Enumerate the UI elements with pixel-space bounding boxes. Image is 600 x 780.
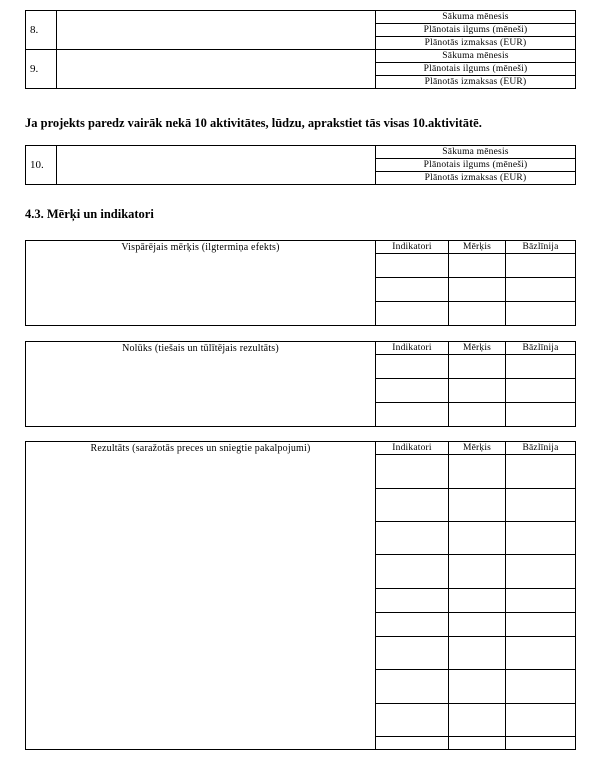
target-cell: [449, 737, 506, 750]
result-title: Rezultāts (saražotās preces un sniegtie pakalpojumi): [26, 442, 376, 750]
planned-duration-label: Plānotais ilgums (mēneši): [376, 24, 576, 37]
target-cell: [449, 670, 506, 704]
target-cell: [449, 613, 506, 637]
indicator-cell: [376, 522, 449, 555]
indicator-cell: [376, 379, 449, 403]
activity-description-cell: [57, 50, 376, 89]
target-cell: [449, 489, 506, 522]
planned-costs-label: Plānotās izmaksas (EUR): [376, 76, 576, 89]
indicator-cell: [376, 254, 449, 278]
target-cell: [449, 589, 506, 613]
baseline-cell: [506, 455, 576, 489]
note-more-activities: Ja projekts paredz vairāk nekā 10 aktivitātes, lūdzu, aprakstiet tās visas 10.aktivitātē.: [25, 116, 482, 130]
indicator-cell: [376, 403, 449, 427]
column-merkis: Mērķis: [449, 241, 506, 254]
indicator-cell: [376, 355, 449, 379]
goal-header-row: [26, 241, 576, 254]
result-header-row: [26, 442, 576, 455]
baseline-cell: [506, 637, 576, 670]
baseline-cell: [506, 704, 576, 737]
indicator-cell: [376, 555, 449, 589]
column-indikatori: Indikatori: [376, 342, 449, 355]
target-cell: [449, 278, 506, 302]
target-cell: [449, 522, 506, 555]
indicator-cell: [376, 455, 449, 489]
baseline-cell: [506, 379, 576, 403]
baseline-cell: [506, 589, 576, 613]
target-cell: [449, 379, 506, 403]
indicator-cell: [376, 302, 449, 326]
purpose-header-row: [26, 342, 576, 355]
baseline-cell: [506, 403, 576, 427]
baseline-cell: [506, 613, 576, 637]
planned-costs-label: Plānotās izmaksas (EUR): [376, 172, 576, 185]
column-indikatori: Indikatori: [376, 241, 449, 254]
indicator-cell: [376, 489, 449, 522]
planned-duration-label: Plānotais ilgums (mēneši): [376, 159, 576, 172]
baseline-cell: [506, 555, 576, 589]
indicator-cell: [376, 670, 449, 704]
activity-row-10: [26, 146, 576, 159]
activity-description-cell: [57, 11, 376, 50]
activity-10-table: [25, 145, 576, 185]
result-table: [25, 441, 576, 750]
target-cell: [449, 637, 506, 670]
baseline-cell: [506, 670, 576, 704]
target-cell: [449, 302, 506, 326]
column-merkis: Mērķis: [449, 442, 506, 455]
goal-table: [25, 240, 576, 326]
column-bazlinija: Bāzlīnija: [506, 342, 576, 355]
target-cell: [449, 403, 506, 427]
column-bazlinija: Bāzlīnija: [506, 442, 576, 455]
target-cell: [449, 704, 506, 737]
baseline-cell: [506, 254, 576, 278]
target-cell: [449, 355, 506, 379]
column-indikatori: Indikatori: [376, 442, 449, 455]
planned-costs-label: Plānotās izmaksas (EUR): [376, 37, 576, 50]
column-bazlinija: Bāzlīnija: [506, 241, 576, 254]
activity-description-cell: [57, 146, 376, 185]
activities-table: [25, 10, 576, 89]
target-cell: [449, 455, 506, 489]
start-month-label: Sākuma mēnesis: [376, 50, 576, 63]
indicator-cell: [376, 704, 449, 737]
activity-number: 9.: [26, 50, 57, 89]
target-cell: [449, 254, 506, 278]
baseline-cell: [506, 737, 576, 750]
baseline-cell: [506, 489, 576, 522]
indicator-cell: [376, 278, 449, 302]
start-month-label: Sākuma mēnesis: [376, 11, 576, 24]
activity-row-9: [26, 50, 576, 63]
target-cell: [449, 555, 506, 589]
activity-row-8: [26, 11, 576, 24]
activity-number: 10.: [26, 146, 57, 185]
activity-number: 8.: [26, 11, 57, 50]
indicator-cell: [376, 737, 449, 750]
baseline-cell: [506, 278, 576, 302]
purpose-table: [25, 341, 576, 427]
indicator-cell: [376, 613, 449, 637]
start-month-label: Sākuma mēnesis: [376, 146, 576, 159]
section-heading: 4.3. Mērķi un indikatori: [25, 207, 154, 221]
indicator-cell: [376, 637, 449, 670]
baseline-cell: [506, 302, 576, 326]
purpose-title: Nolūks (tiešais un tūlītējais rezultāts): [26, 342, 376, 427]
goal-title: Vispārējais mērķis (ilgtermiņa efekts): [26, 241, 376, 326]
planned-duration-label: Plānotais ilgums (mēneši): [376, 63, 576, 76]
column-merkis: Mērķis: [449, 342, 506, 355]
indicator-cell: [376, 589, 449, 613]
baseline-cell: [506, 522, 576, 555]
baseline-cell: [506, 355, 576, 379]
